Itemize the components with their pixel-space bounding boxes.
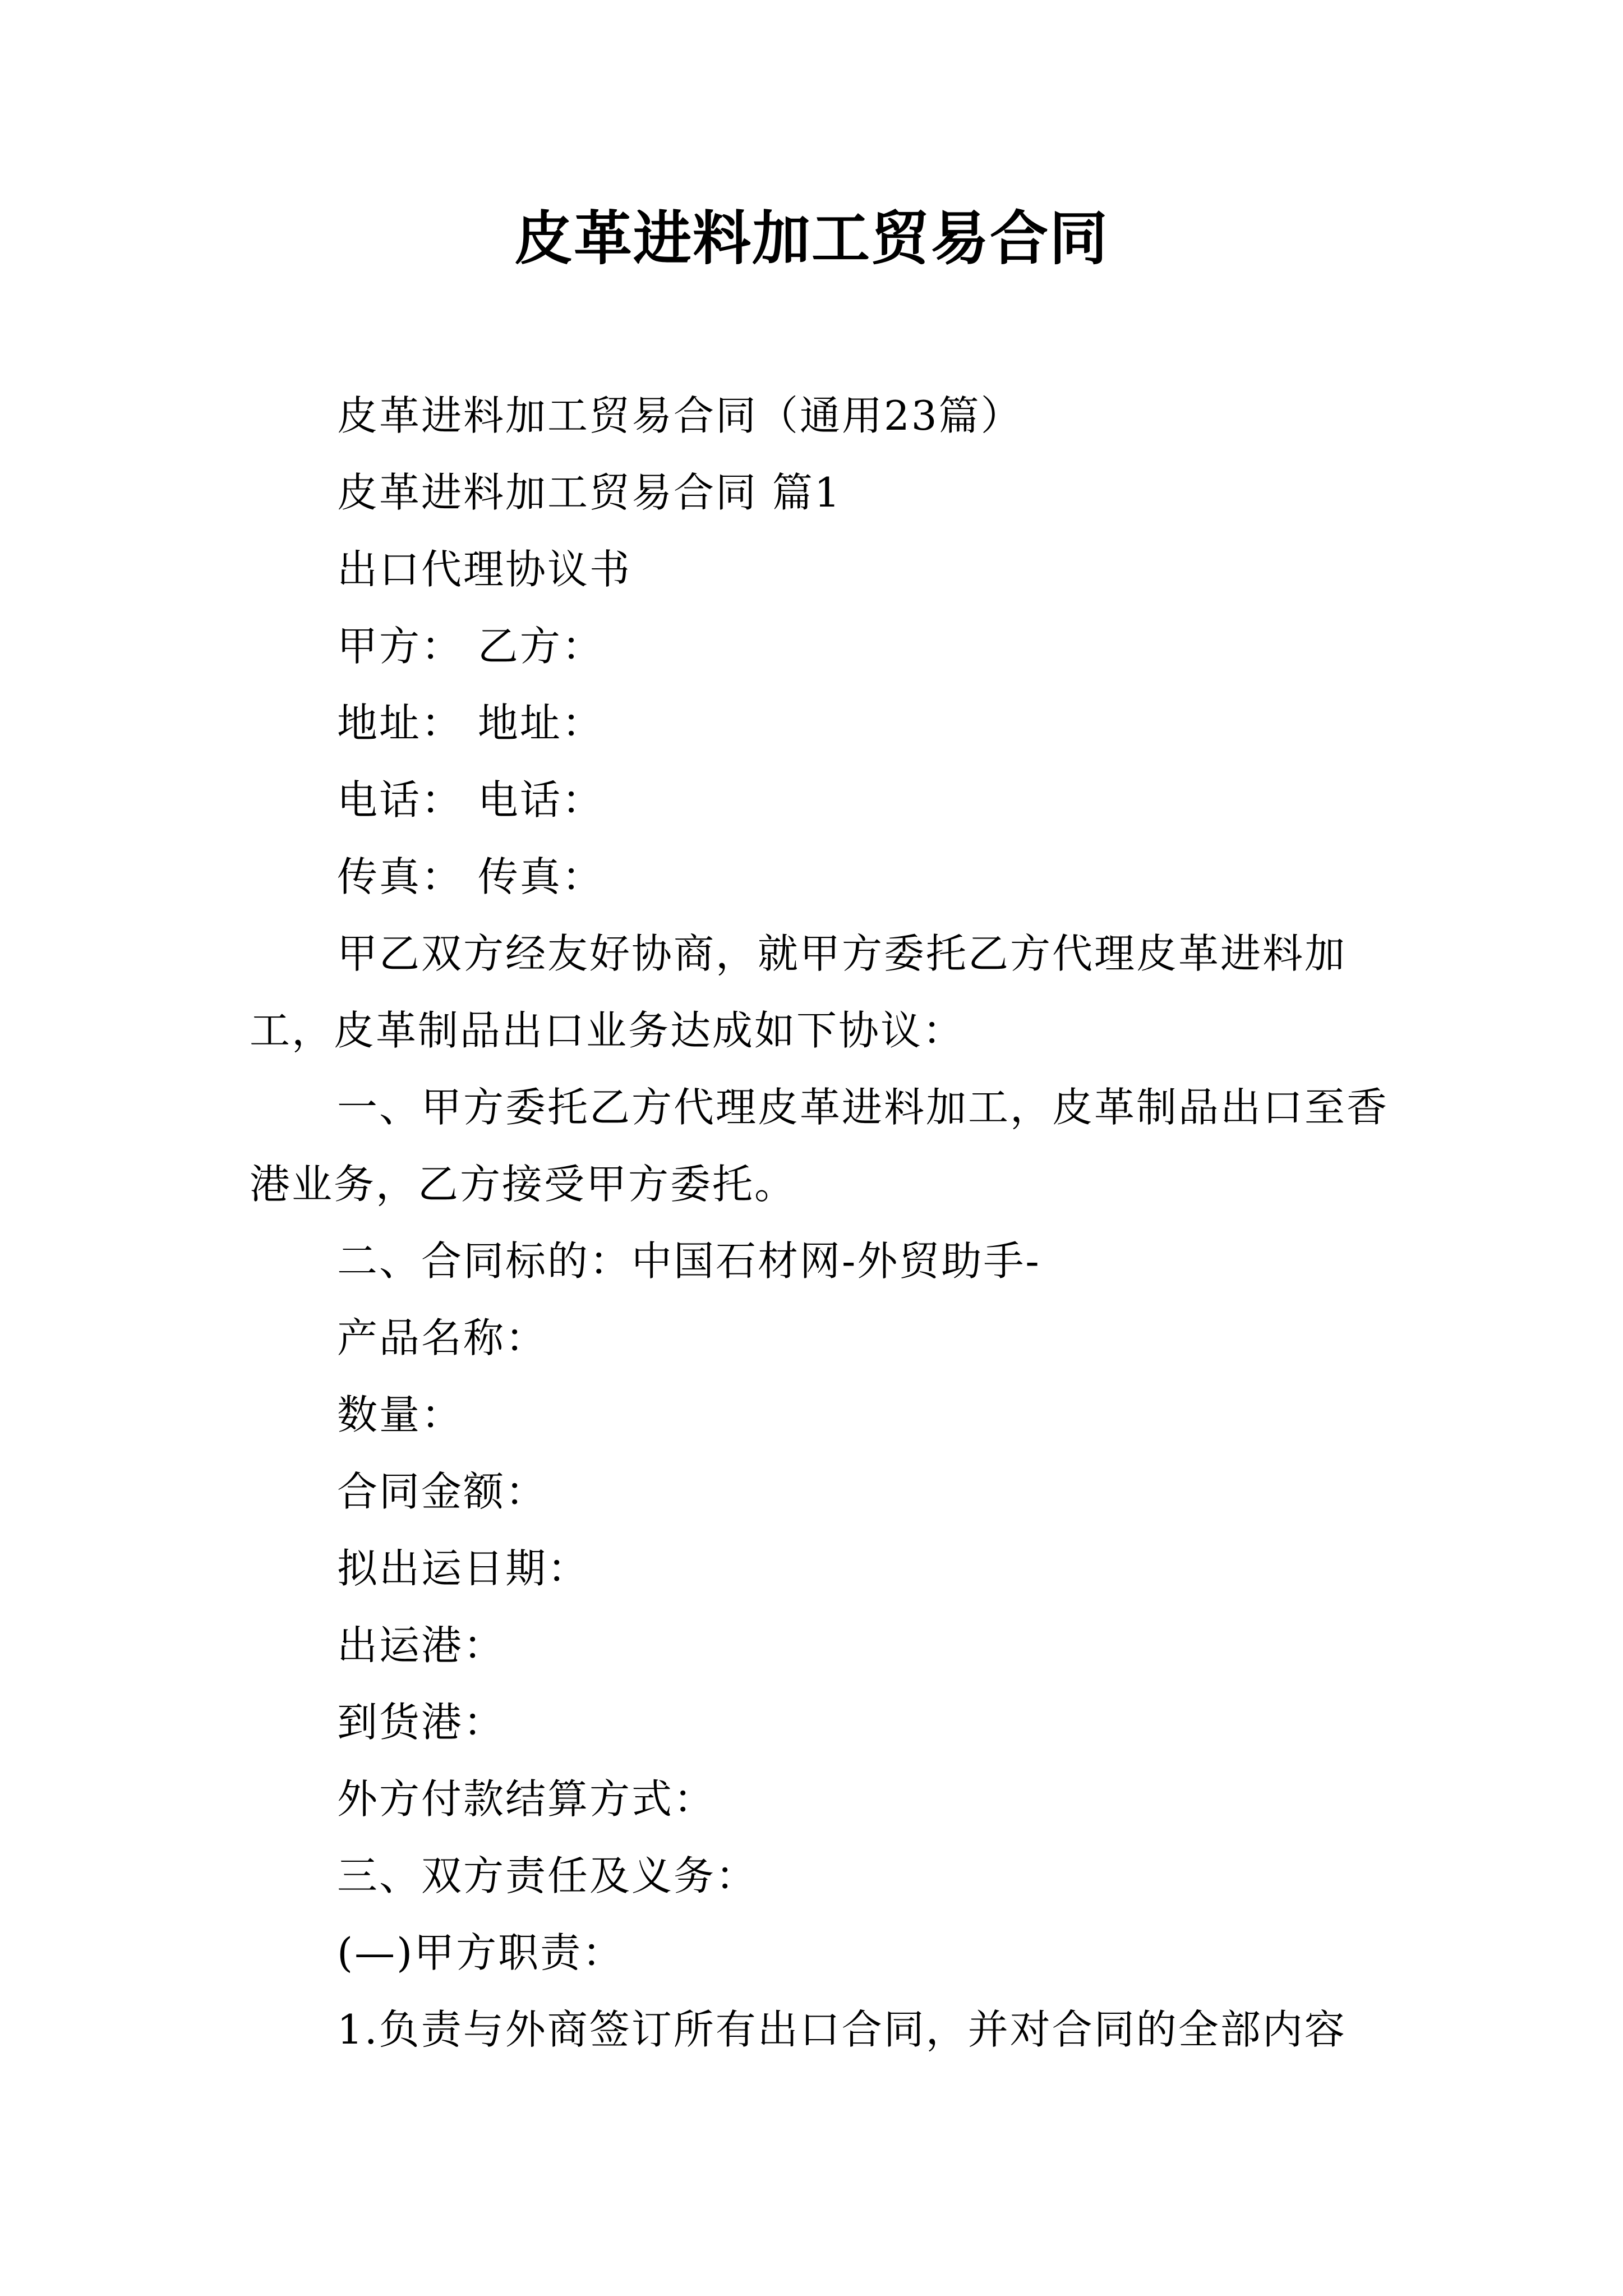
paragraph-clause-2: 二、合同标的：中国石材网-外贸助手-: [337, 1237, 1041, 1285]
paragraph-port-of-loading: 出运港：: [337, 1622, 506, 1669]
paragraph-contract-amount: 合同金额：: [337, 1468, 548, 1515]
document-title: 皮革进料加工贸易合同: [514, 204, 1109, 273]
paragraph-product-name: 产品名称：: [337, 1314, 548, 1361]
paragraph-clause-3: 三、双方责任及义务：: [337, 1852, 758, 1899]
paragraph-agreement-title: 出口代理协议书: [337, 546, 632, 593]
paragraph-party-a-duties: (—)甲方职责：: [337, 1929, 625, 1976]
paragraph-fax: 传真： 传真：: [337, 853, 604, 900]
paragraph-duty-1: 1.负责与外商签订所有出口合同，并对合同的全部内容: [337, 2006, 1347, 2053]
document-body: [250, 378, 1394, 2068]
paragraph-shipping-date: 拟出运日期：: [337, 1545, 590, 1592]
paragraph-parties: 甲方： 乙方：: [337, 623, 604, 670]
paragraph-port-of-destination: 到货港：: [337, 1699, 506, 1746]
paragraph-address: 地址： 地址：: [337, 700, 604, 747]
paragraph-collection-title: 皮革进料加工贸易合同（通用23篇）: [337, 392, 1023, 439]
paragraph-payment-method: 外方付款结算方式：: [337, 1775, 716, 1823]
paragraph-chapter-heading: 皮革进料加工贸易合同 篇1: [337, 469, 842, 516]
paragraph-phone: 电话： 电话：: [337, 776, 604, 823]
paragraph-preamble: 甲乙双方经友好协商，就甲方委托乙方代理皮革进料加工，皮革制品出口业务达成如下协议：: [250, 930, 1347, 1054]
paragraph-clause-1: 一、甲方委托乙方代理皮革进料加工，皮革制品出口至香港业务，乙方接受甲方委托。: [250, 1084, 1389, 1208]
paragraph-quantity: 数量：: [337, 1391, 464, 1438]
